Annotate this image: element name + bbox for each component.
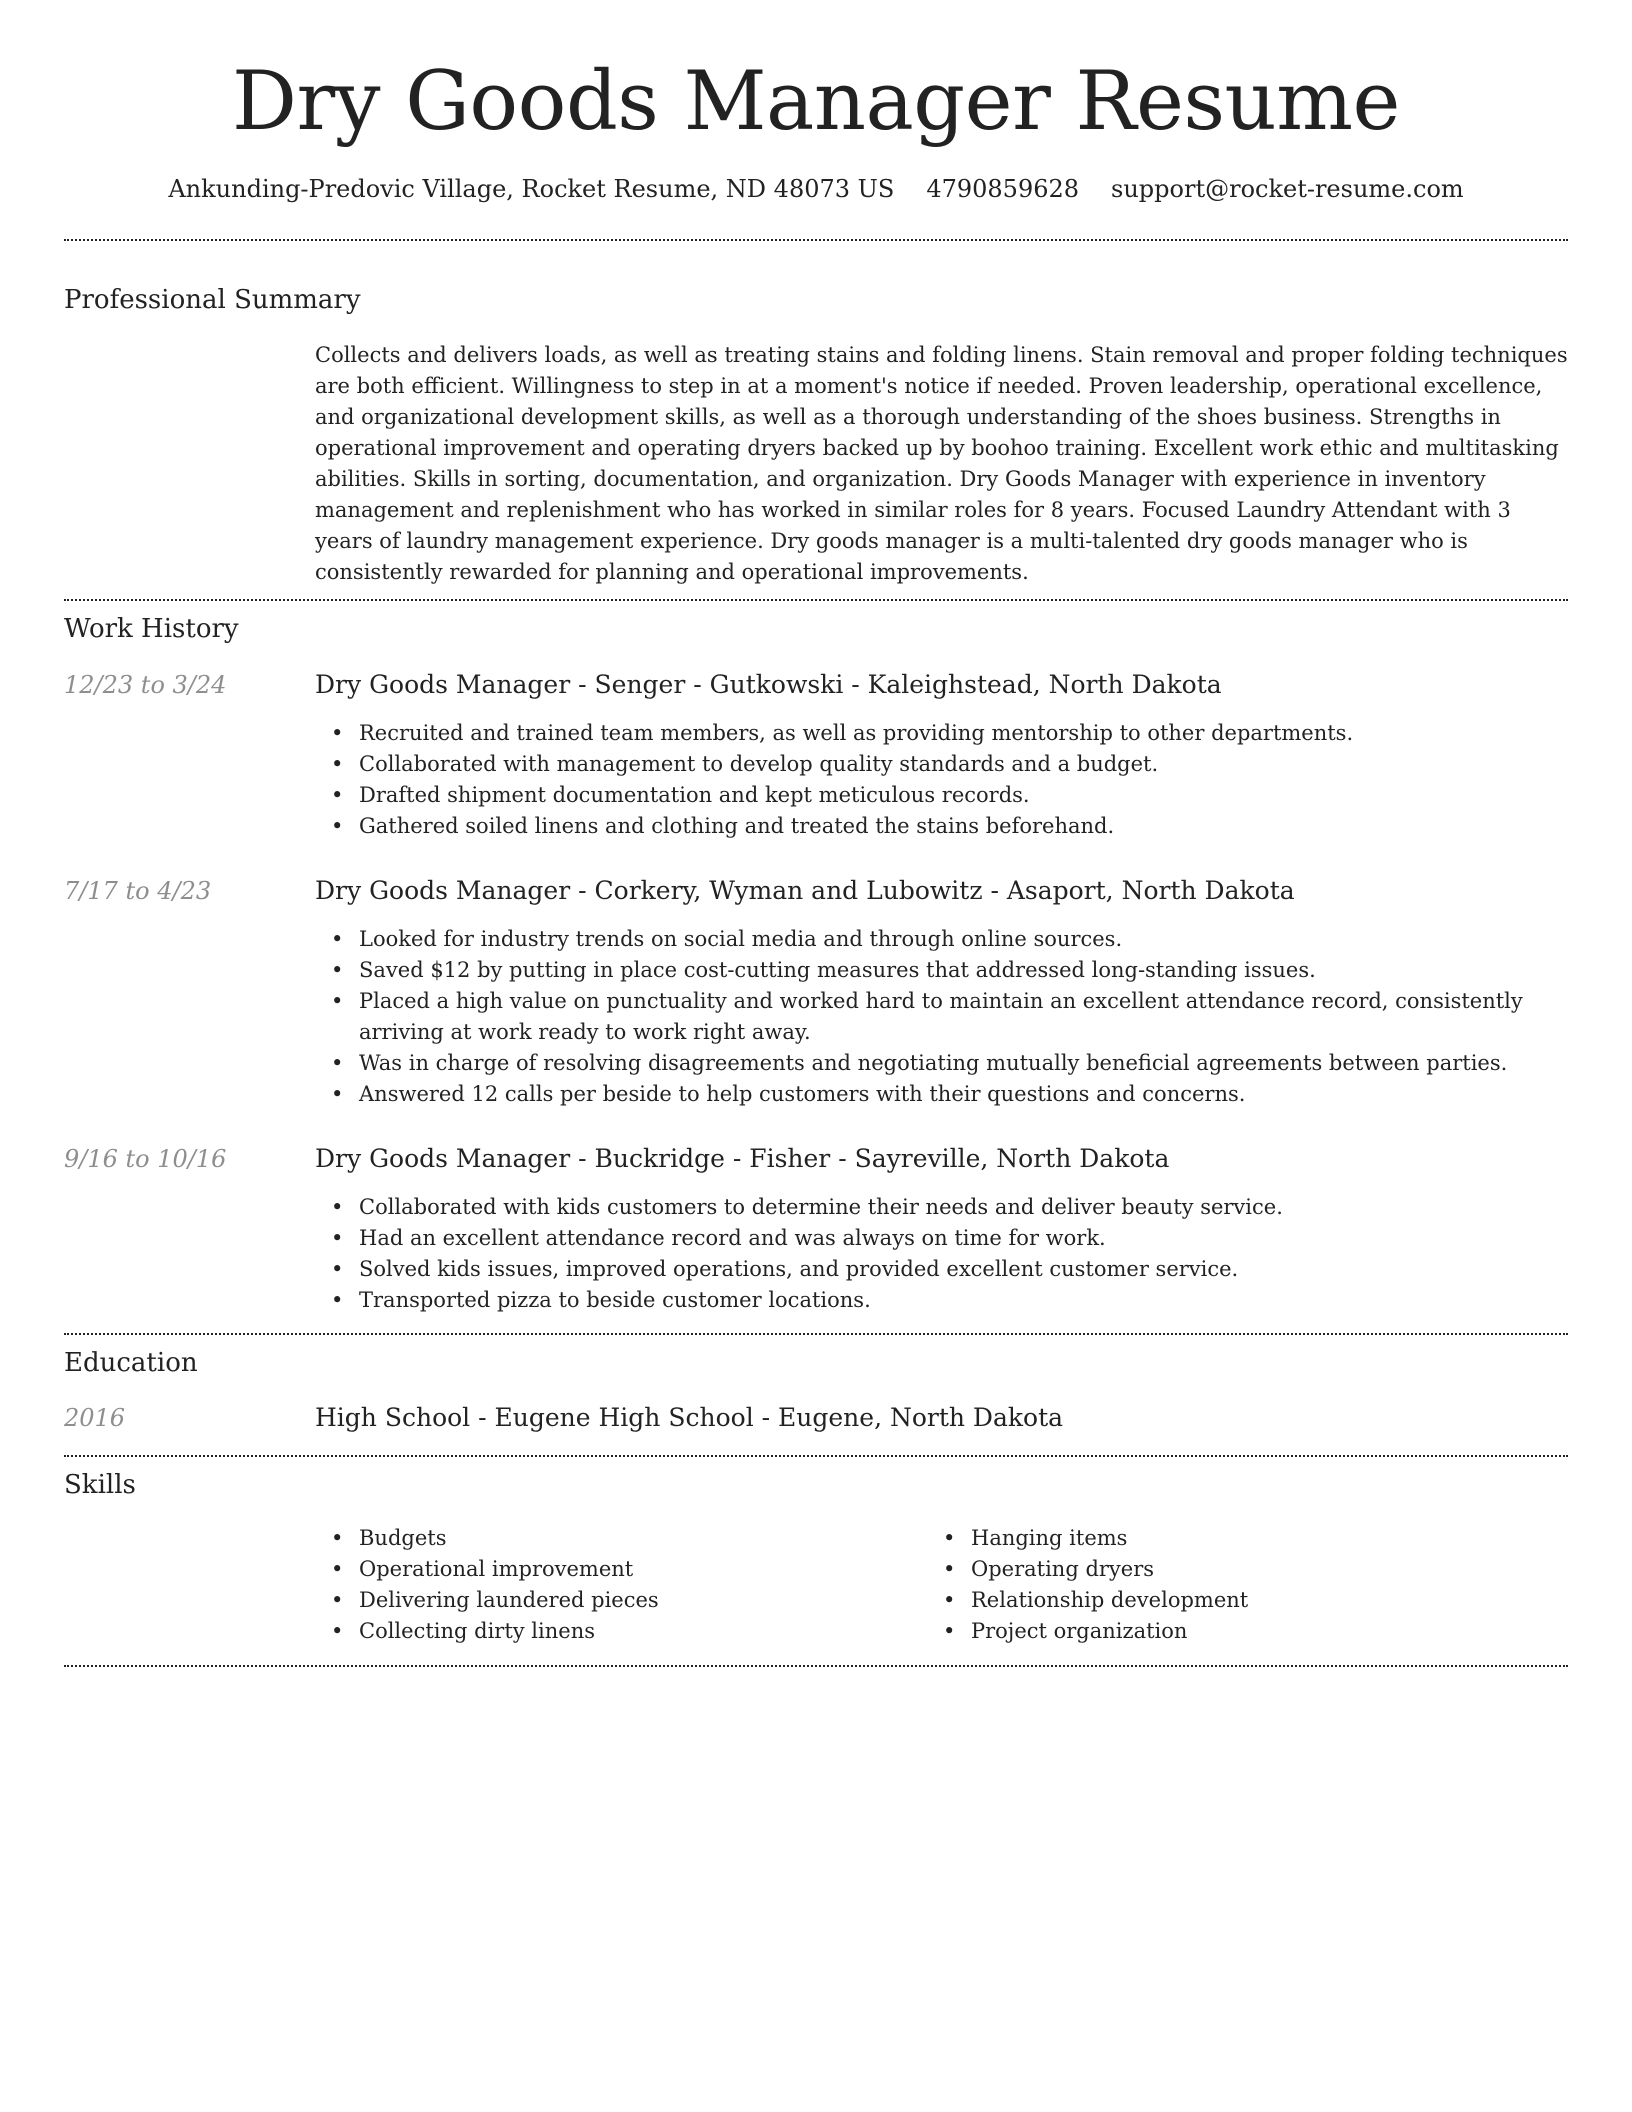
section-heading-work: Work History	[64, 614, 239, 644]
section-heading-skills: Skills	[64, 1470, 136, 1500]
job-bullet: • Saved $12 by putting in place cost-cutting measures that addressed long-standing issues.	[315, 955, 1568, 986]
job-bullet: • Recruited and trained team members, as well as providing mentorship to other departments.	[315, 718, 1568, 749]
job-bullets	[315, 924, 1568, 1110]
skills-list-left	[315, 1523, 915, 1647]
contact-address: Ankunding-Predovic Village, Rocket Resume, ND 48073 US	[168, 175, 895, 203]
divider	[64, 599, 1568, 601]
job-title: Dry Goods Manager - Buckridge - Fisher - Sayreville, North Dakota	[315, 1144, 1170, 1173]
summary-text: Collects and delivers loads, as well as treating stains and folding linens. Stain removal and proper folding techniques are both efficient. Willingness to step in at a moment's notice if needed. Proven leadership, operational excellence, and organizational development skills, as well as a thorough understanding of the shoes business. Strengths in operational improvement and operating dryers backed up by boohoo training. Excellent work ethic and multitasking abilities. Skills in sorting, documentation, and organization. Dry Goods Manager with experience in inventory management and replenishment who has worked in similar roles for 8 years. Focused Laundry Attendant with 3 years of laundry management experience. Dry goods manager is a multi-talented dry goods manager who is consistently rewarded for planning and operational improvements.	[315, 343, 1568, 584]
education-title: High School - Eugene High School - Eugene, North Dakota	[315, 1403, 1064, 1432]
resume-title: Dry Goods Manager Resume	[232, 55, 1400, 149]
job-bullet: • Drafted shipment documentation and kept meticulous records.	[315, 780, 1568, 811]
divider	[64, 1665, 1568, 1667]
job-bullet: • Placed a high value on punctuality and worked hard to maintain an excellent attendance record, consistently arriving at work ready to work right away.	[315, 986, 1568, 1048]
job-bullet: • Gathered soiled linens and clothing and treated the stains beforehand.	[315, 811, 1568, 842]
divider	[64, 1333, 1568, 1335]
job-bullet: • Solved kids issues, improved operations, and provided excellent customer service.	[315, 1254, 1568, 1285]
job-bullet: • Transported pizza to beside customer locations.	[315, 1285, 1568, 1316]
section-heading-summary: Professional Summary	[64, 285, 361, 315]
contact-phone: 4790859628	[926, 175, 1080, 203]
skill-item: • Collecting dirty linens	[315, 1616, 915, 1647]
skill-item: • Operational improvement	[315, 1554, 915, 1585]
skill-item: • Project organization	[927, 1616, 1527, 1647]
divider	[64, 1455, 1568, 1457]
resume-page	[64, 0, 1568, 2112]
skill-item: • Budgets	[315, 1523, 915, 1554]
job-dates: 9/16 to 10/16	[64, 1145, 227, 1173]
education-date: 2016	[64, 1404, 126, 1432]
job-bullet: • Answered 12 calls per beside to help customers with their questions and concerns.	[315, 1079, 1568, 1110]
skills-list-right	[927, 1523, 1527, 1647]
contact-line	[64, 172, 1568, 206]
job-bullet: • Had an excellent attendance record and was always on time for work.	[315, 1223, 1568, 1254]
job-title: Dry Goods Manager - Corkery, Wyman and Lubowitz - Asaport, North Dakota	[315, 876, 1295, 905]
job-bullet: • Collaborated with management to develop quality standards and a budget.	[315, 749, 1568, 780]
job-bullet: • Was in charge of resolving disagreements and negotiating mutually beneficial agreements between parties.	[315, 1048, 1568, 1079]
skill-item: • Hanging items	[927, 1523, 1527, 1554]
job-dates: 12/23 to 3/24	[64, 671, 227, 699]
divider	[64, 239, 1568, 241]
skill-item: • Operating dryers	[927, 1554, 1527, 1585]
job-title: Dry Goods Manager - Senger - Gutkowski - Kaleighstead, North Dakota	[315, 670, 1222, 699]
skill-item: • Delivering laundered pieces	[315, 1585, 915, 1616]
contact-email: support@rocket-resume.com	[1111, 175, 1464, 203]
job-dates: 7/17 to 4/23	[64, 877, 212, 905]
job-bullets	[315, 718, 1568, 842]
job-bullet: • Collaborated with kids customers to determine their needs and deliver beauty service.	[315, 1192, 1568, 1223]
job-bullets	[315, 1192, 1568, 1316]
job-bullet: • Looked for industry trends on social media and through online sources.	[315, 924, 1568, 955]
skill-item: • Relationship development	[927, 1585, 1527, 1616]
section-heading-education: Education	[64, 1348, 198, 1378]
